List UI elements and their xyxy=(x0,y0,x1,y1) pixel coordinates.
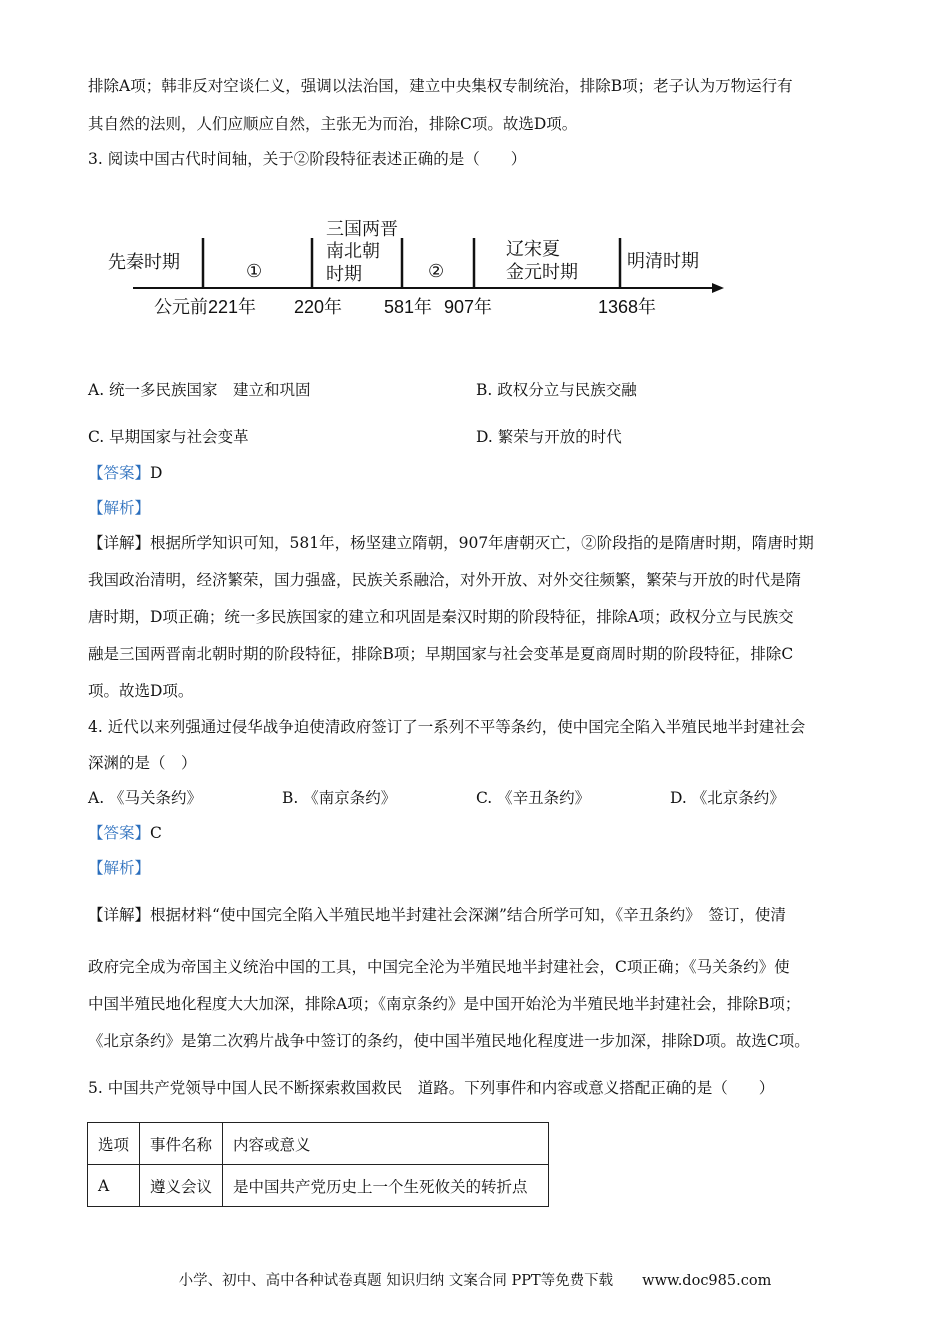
q4-detail-line: 中国半殖民地化程度大大加深，排除A项；《南京条约》是中国开始沦为半殖民地半封建社会，排除B项； xyxy=(88,995,801,1013)
period-label: 辽宋夏 xyxy=(506,239,560,259)
q3-option-d: D. 繁荣与开放的时代 xyxy=(476,428,622,446)
question-4-stem: 4. 近代以来列强通过侵华战争迫使清政府签订了一系列不平等条约，使中国完全陷入半殖民地半封建社会 xyxy=(88,718,806,736)
q3-analysis-tag xyxy=(88,498,150,518)
question-5-stem: 5. 中国共产党领导中国人民不断探索救国救民 道路。下列事件和内容或意义搭配正确的是（ ） xyxy=(88,1079,775,1097)
period-label: 三国两晋 xyxy=(326,219,398,239)
q3-detail-line: 我国政治清明，经济繁荣，国力强盛，民族关系融洽，对外开放、对外交往频繁，繁荣与开放的时代是隋 xyxy=(88,571,802,589)
text-line: 排除A项；韩非反对空谈仁义，强调以法治国，建立中央集权专制统治，排除B项；老子认为万物运行有 xyxy=(88,77,793,95)
q3-detail-line: 唐时期，D项正确；统一多民族国家的建立和巩固是秦汉时期的阶段特征，排除A项；政权分立与民族交 xyxy=(88,608,794,626)
period-label: ② xyxy=(428,261,445,281)
question-4-stem: 深渊的是（ ） xyxy=(88,754,197,772)
period-label: 南北朝 xyxy=(326,241,380,261)
q5-table xyxy=(87,1122,549,1207)
table-cell: 遵义会议 xyxy=(140,1165,223,1207)
analysis-tag: 【解析】 xyxy=(88,499,151,517)
period-label: 时期 xyxy=(326,264,362,284)
timeline-figure xyxy=(100,210,740,330)
table-header-cell: 内容或意义 xyxy=(223,1123,549,1165)
q3-detail-line xyxy=(88,533,814,553)
q3-option-a: A. 统一多民族国家 建立和巩固 xyxy=(88,381,311,399)
q3-option-b: B. 政权分立与民族交融 xyxy=(476,381,637,399)
detail-text: 根据所学知识可知，581年，杨坚建立隋朝，907年唐朝灭亡，②阶段指的是隋唐时期，隋唐时期 xyxy=(150,534,814,552)
table-header-cell: 事件名称 xyxy=(140,1123,223,1165)
q4-answer xyxy=(88,823,162,843)
year-label: 1368年 xyxy=(598,297,657,317)
table-header-cell: 选项 xyxy=(88,1123,140,1165)
detail-tag: 【详解】 xyxy=(88,534,151,552)
period-label: 先秦时期 xyxy=(108,252,180,272)
answer-value: D xyxy=(150,464,163,482)
year-label: 公元前221年 xyxy=(154,297,257,317)
q3-option-c: C. 早期国家与社会变革 xyxy=(88,428,249,446)
q4-option-d: D. 《北京条约》 xyxy=(670,789,785,807)
q3-detail-line: 融是三国两晋南北朝时期的阶段特征，排除B项；早期国家与社会变革是夏商周时期的阶段特征，排除C xyxy=(88,645,794,663)
q4-option-a: A. 《马关条约》 xyxy=(88,789,203,807)
page-footer: 小学、初中、高中各种试卷真题 知识归纳 文案合同 PPT等免费下载 www.doc985.com xyxy=(178,1273,772,1289)
analysis-tag: 【解析】 xyxy=(88,859,151,877)
q4-detail-line xyxy=(88,905,786,925)
text-line: 其自然的法则，人们应顺应自然，主张无为而治，排除C项。故选D项。 xyxy=(88,115,578,133)
detail-text: 根据材料“使中国完全陷入半殖民地半封建社会深渊”结合所学可知，《辛丑条约》 签订，使清 xyxy=(150,906,786,924)
q4-detail-line: 政府完全成为帝国主义统治中国的工具，中国完全沦为半殖民地半封建社会，C项正确；《马关条约》使 xyxy=(88,958,790,976)
year-label: 907年 xyxy=(444,297,493,317)
answer-tag: 【答案】 xyxy=(88,824,151,842)
arrow-head-icon xyxy=(712,283,724,293)
detail-tag: 【详解】 xyxy=(88,906,151,924)
question-3-stem: 3. 阅读中国古代时间轴，关于②阶段特征表述正确的是（ ） xyxy=(88,150,527,168)
period-label: 金元时期 xyxy=(506,262,578,282)
answer-tag: 【答案】 xyxy=(88,464,151,482)
table-cell: A xyxy=(88,1165,140,1207)
answer-value: C xyxy=(150,824,162,842)
q3-detail-line: 项。故选D项。 xyxy=(88,682,194,700)
q4-option-c: C. 《辛丑条约》 xyxy=(476,789,591,807)
table-cell: 是中国共产党历史上一个生死攸关的转折点 xyxy=(223,1165,549,1207)
year-label: 220年 xyxy=(294,297,343,317)
period-label: ① xyxy=(246,261,263,281)
q4-detail-line: 《北京条约》是第二次鸦片战争中签订的条约，使中国半殖民地化程度进一步加深，排除D项。故选C项。 xyxy=(88,1032,810,1050)
table-header-row xyxy=(88,1123,549,1165)
period-label: 明清时期 xyxy=(627,251,699,271)
q4-option-b: B. 《南京条约》 xyxy=(282,789,397,807)
q3-answer xyxy=(88,463,162,483)
q4-analysis-tag xyxy=(88,858,150,878)
table-row xyxy=(88,1165,549,1207)
year-label: 581年 xyxy=(384,297,433,317)
